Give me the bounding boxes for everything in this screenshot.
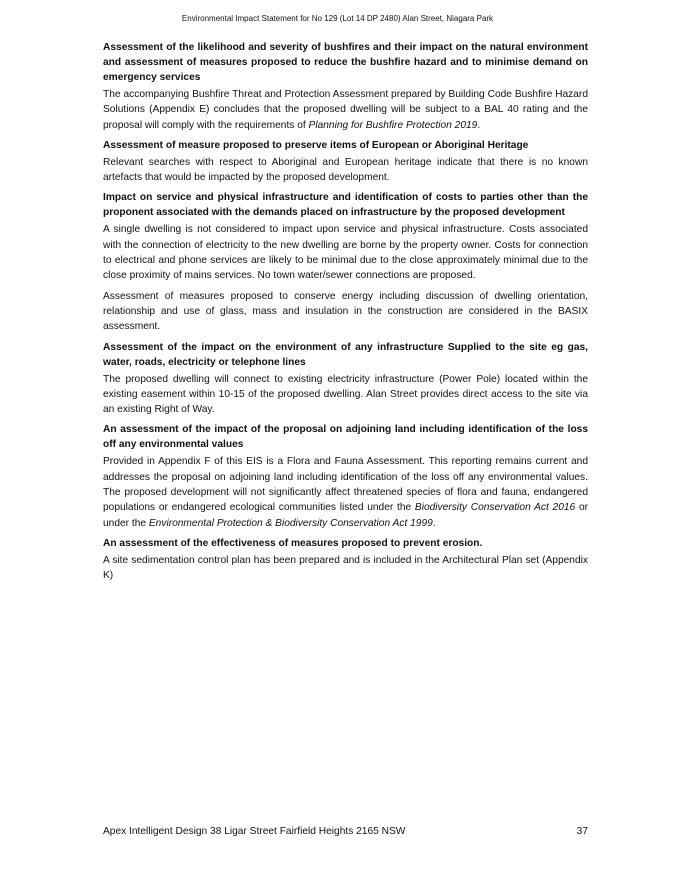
paragraph: The proposed dwelling will connect to existing electricity infrastructure (Power Pole) located within the existing easement within 10-15 of the proposed dwelling. Alan Street provides direct access to the site via an existing Right of Way. [103,373,588,416]
section-heading: An assessment of the effectiveness of measures proposed to prevent erosion. [103,537,483,549]
paragraph: Assessment of measures proposed to conserve energy including discussion of dwelling orientation, relationship and use of glass, mass and insulation in the construction are considered in the BASIX assessment. [103,290,588,333]
section-bushfire [103,40,588,133]
page-number: 37 [576,826,588,837]
paragraph: A site sedimentation control plan has been prepared and is included in the Architectural Plan set (Appendix K) [103,554,588,582]
section-infrastructure-costs [103,190,588,334]
section-heading: Assessment of measure proposed to preserve items of European or Aboriginal Heritage [103,139,529,151]
section-infrastructure-impact [103,340,588,418]
document-body [103,40,588,589]
document-title-italic: Planning for Bushfire Protection 2019 [308,119,478,131]
section-heading: Impact on service and physical infrastructure and identification of costs to parties other than the proponent associated with the demands placed on infrastructure by the proposed development [103,192,588,219]
paragraph: A single dwelling is not considered to impact upon service and physical infrastructure. Costs associated with the connection of electricity to the new dwelling are borne by the property owner. Costs for connection to electrical and phone services are likely to be minimal due to the close approximately minimal due to the close proximity of mains services. No town water/sewer connections are proposed. [103,224,588,282]
section-heading: Assessment of the impact on the environment of any infrastructure Supplied to the site eg gas, water, roads, electricity or telephone lines [103,341,588,368]
act-title-italic: Environmental Protection & Biodiversity Conservation Act 1999 [148,517,433,529]
paragraph: The accompanying Bushfire Threat and Protection Assessment prepared by Building Code Bushfire Hazard Solutions (Appendix E) concludes that the proposed dwelling will be subject to a BAL 40 rating and the proposal will comply with the requirements of Planning for Bushfire Protection 2019. [103,89,588,131]
page-footer [103,826,588,837]
footer-text: Apex Intelligent Design 38 Ligar Street Fairfield Heights 2165 NSW [103,826,406,837]
section-adjoining-land [103,422,588,530]
section-heading: Assessment of the likelihood and severity of bushfires and their impact on the natural environment and assessment of measures proposed to reduce the bushfire hazard and to minimise demand on emergency services [103,42,588,83]
section-heading: An assessment of the impact of the proposal on adjoining land including identification of the loss off any environmental values [103,424,588,451]
act-title-italic: Biodiversity Conservation Act 2016 [414,502,576,514]
page-header: Environmental Impact Statement for No 129 (Lot 14 DP 2480) Alan Street, Niagara Park [181,14,494,23]
section-erosion [103,536,588,584]
section-heritage [103,138,588,186]
paragraph: Relevant searches with respect to Aboriginal and European heritage indicate that there is no known artefacts that would be impacted by the proposed development. [103,156,588,184]
paragraph: Provided in Appendix F of this EIS is a Flora and Fauna Assessment. This reporting remains current and addresses the proposal on adjoining land including identification of the loss off any environmental values. The proposed development will not significantly affect threatened species of flora and fauna, endangered populations or endangered ecological communities listed under the Biodiversity Conservation Act 2016 or under the Environmental Protection & Biodiversity Conservation Act 1999. [103,456,589,529]
